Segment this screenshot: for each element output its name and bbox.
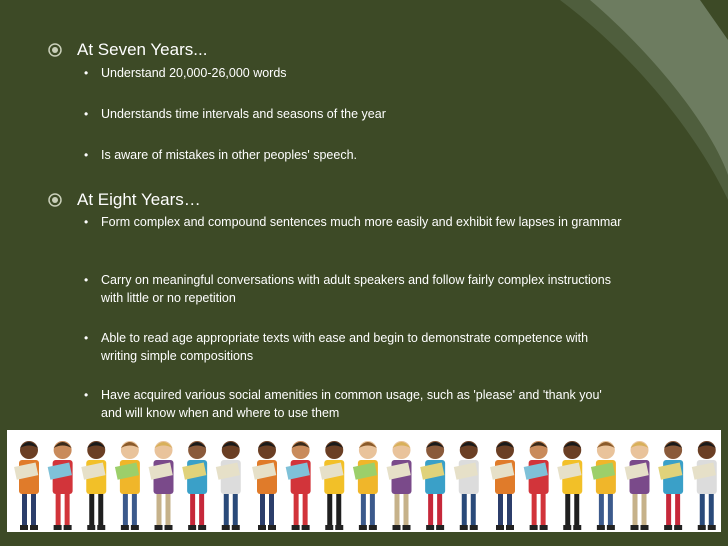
child-figure [115,441,140,530]
children-figures [7,430,721,532]
child-figure [387,441,412,530]
child-figure [286,441,311,530]
child-figure [14,441,39,530]
bullet-text: Able to read age appropriate texts with ease and begin to demonstrate competence with writing simple compositions [101,331,589,363]
bullet-text: Carry on meaningful conversations with adult speakers and follow fairly complex instructions with little or no repetition [101,273,611,305]
child-figure [658,441,683,530]
child-figure [81,441,106,530]
child-figure [252,441,277,530]
bullet-text: Have acquired various social amenities in common usage, such as 'please' and 'thank you' and will know when and where to use them [101,388,602,420]
section-heading-seven: At Seven Years... [77,40,208,59]
bullet-text: Is aware of mistakes in other peoples' speech. [101,148,357,162]
child-figure [454,441,479,530]
bullet-dot: • [84,107,89,121]
children-reading-photo [7,430,721,532]
bullet-dot: • [84,388,89,402]
bullet-text: Form complex and compound sentences much more easily and exhibit few lapses in grammar [101,215,622,229]
bullet-dot: • [84,273,89,287]
circle-bullet-icon [47,192,63,208]
child-figure [625,441,650,530]
section-heading-eight: At Eight Years… [77,190,201,209]
bullet-text: Understands time intervals and seasons of the year [101,107,386,121]
child-figure [591,441,616,530]
child-figure [149,441,174,530]
child-figure [319,441,344,530]
child-figure [692,441,717,530]
child-figure [557,441,582,530]
bullet-dot: • [84,66,89,80]
child-figure [353,441,378,530]
circle-bullet-icon [47,42,63,58]
bullet-dot: • [84,331,89,345]
child-figure [490,441,515,530]
child-figure [420,441,445,530]
child-figure [216,441,241,530]
child-figure [182,441,207,530]
bullet-text: Understand 20,000-26,000 words [101,66,287,80]
bullet-dot: • [84,215,89,229]
bullet-dot: • [84,148,89,162]
child-figure [48,441,73,530]
child-figure [524,441,549,530]
